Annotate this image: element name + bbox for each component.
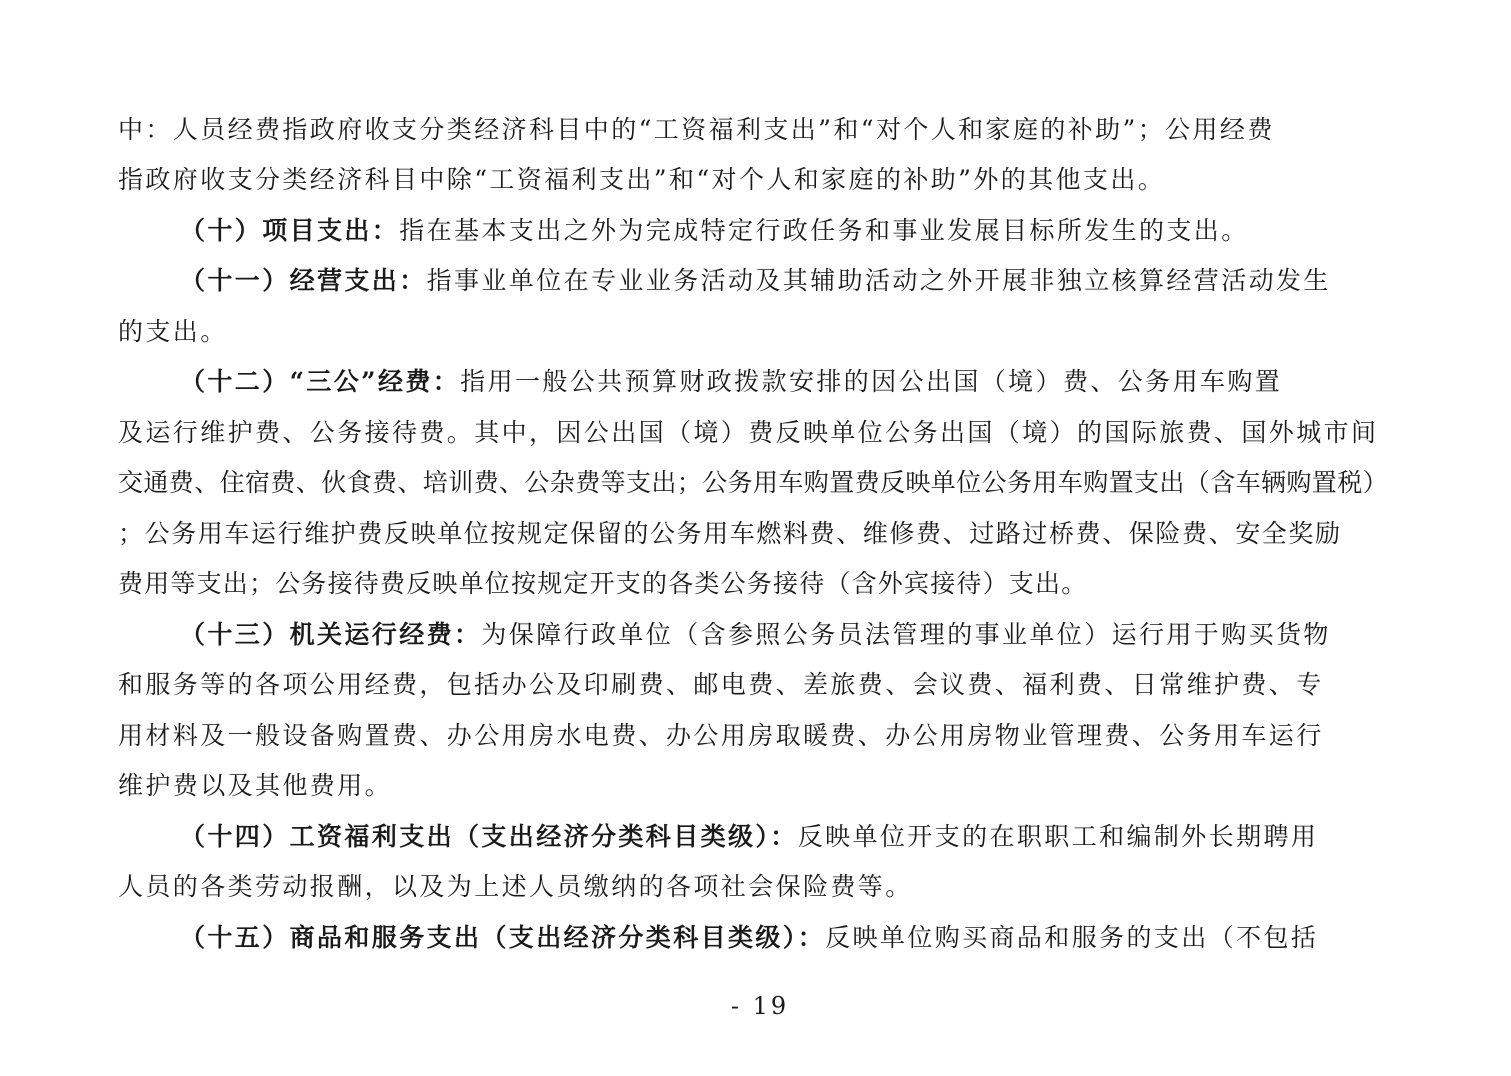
line-text: 反映单位购买商品和服务的支出（不包括 [825,923,1319,952]
line-text: 指政府收支分类经济科目中除“工资福利支出”和“对个人和家庭的补助”外的其他支出。 [118,165,1166,194]
section-heading: （十二）“三公”经费： [180,367,461,396]
section-heading: （十三）机关运行经费： [180,620,482,649]
text-line [118,463,1418,503]
line-text: 和服务等的各项公用经费，包括办公及印刷费、邮电费、差旅费、会议费、福利费、日常维护费、专 [118,670,1324,699]
line-text: 为保障行政单位（含参照公务员法管理的事业单位）运行用于购买货物 [481,620,1331,649]
line-text: 维护费以及其他费用。 [118,771,393,800]
line-text: 指在基本支出之外为完成特定行政任务和事业发展目标所发生的支出。 [399,216,1249,245]
line-text: ；公务用车运行维护费反映单位按规定保留的公务用车燃料费、维修费、过路过桥费、保险费、安全奖励 [118,519,1342,548]
line-text: 交通费、住宿费、伙食费、培训费、公杂费等支出；公务用车购置费反映单位公务用车购置支出（含车辆购置税） [118,468,1389,497]
line-text: 指事业单位在专业业务活动及其辅助活动之外开展非独立核算经营活动发生 [426,266,1331,295]
section-heading: （十一）经营支出： [180,266,427,295]
section-heading: （十）项目支出： [180,216,400,245]
line-text: 及运行维护费、公务接待费。其中，因公出国（境）费反映单位公务出国（境）的国际旅费、国外城市间 [118,418,1379,447]
section-13 [180,615,1420,655]
text-line [118,716,1418,756]
section-12 [180,362,1420,402]
page-number: - 19 [730,992,790,1020]
text-line [118,413,1418,453]
text-line [118,514,1418,554]
line-text: 人员的各类劳动报酬，以及为上述人员缴纳的各项社会保险费等。 [118,872,913,901]
line-text: 中：人员经费指政府收支分类经济科目中的“工资福利支出”和“对个人和家庭的补助”；公用经费 [118,115,1275,144]
section-11 [180,261,1420,301]
section-heading: （十四）工资福利支出（支出经济分类科目类级）： [180,822,798,851]
text-line [118,665,1418,705]
line-text: 的支出。 [118,317,228,346]
text-line [118,766,1418,806]
text-line [118,312,1418,352]
line-text: 用材料及一般设备购置费、办公用房水电费、办公用房取暖费、办公用房物业管理费、公务用车运行 [118,721,1324,750]
text-line [118,867,1418,907]
section-15 [180,918,1420,958]
section-heading: （十五）商品和服务支出（支出经济分类科目类级）： [180,923,826,952]
text-line [118,564,1418,604]
text-line [118,160,1418,200]
line-text: 费用等支出；公务接待费反映单位按规定开支的各类公务接待（含外宾接待）支出。 [118,569,1088,598]
line-text: 指用一般公共预算财政拨款安排的因公出国（境）费、公务用车购置 [460,367,1283,396]
section-14 [180,817,1420,857]
section-10 [180,211,1420,251]
line-text: 反映单位开支的在职职工和编制外长期聘用 [797,822,1319,851]
text-line [118,110,1418,150]
